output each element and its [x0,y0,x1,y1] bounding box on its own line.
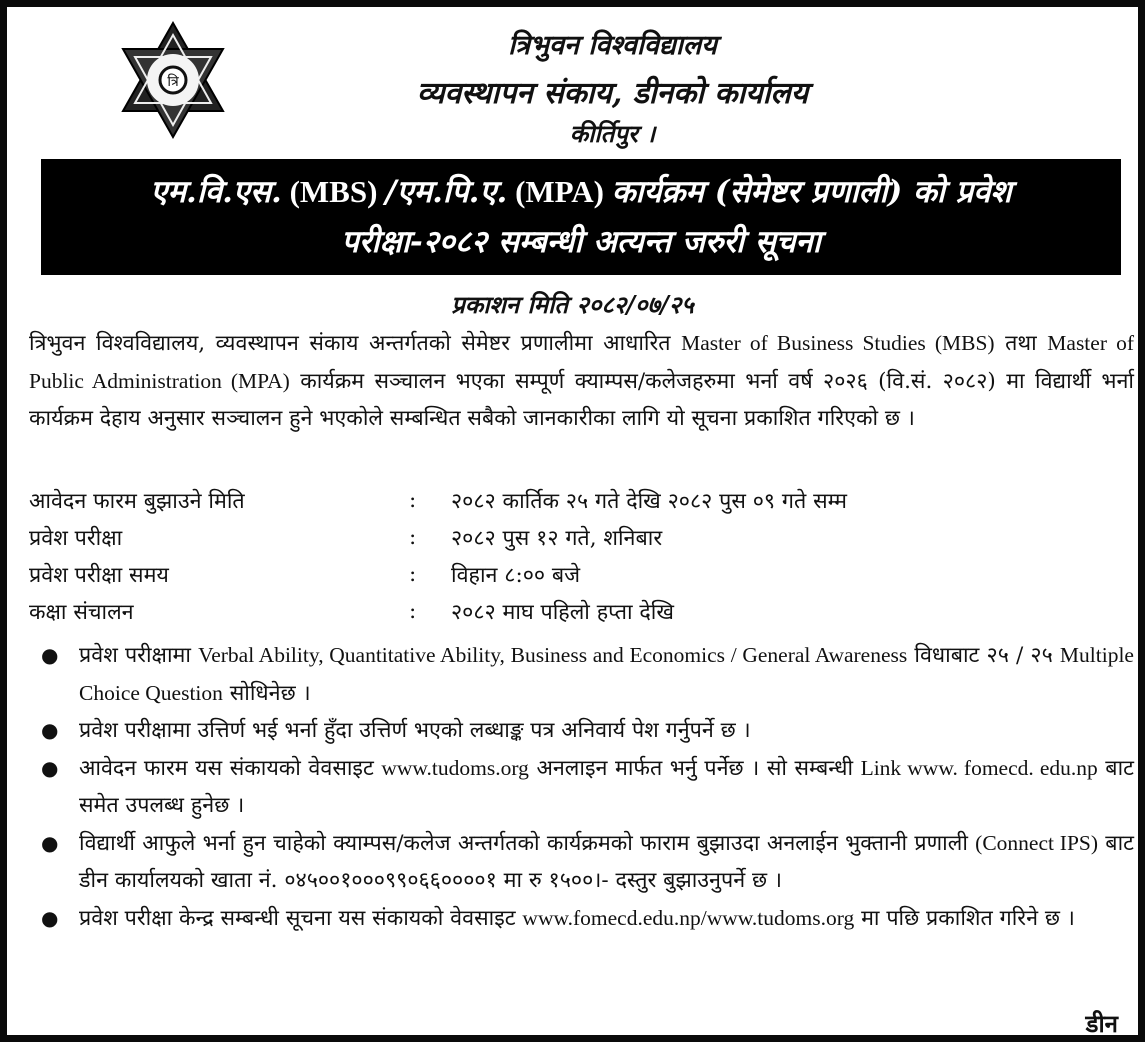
schedule-label: आवेदन फारम बुझाउने मिति [29,489,245,514]
schedule-label: कक्षा संचालन [29,600,134,625]
banner-mbs-np: एम.वि.एस. [150,174,282,210]
schedule-table [29,482,1129,630]
schedule-value: विहान ८:०० बजे [451,563,581,588]
text: विधाबाट २५ / २५ [907,643,1060,668]
fomecd-link: Link www. fomecd. edu.np [860,755,1098,780]
bullet-text [79,900,1134,938]
schedule-colon: : [409,488,417,513]
banner-program-text: कार्यक्रम (सेमेष्टर प्रणाली) को प्रवेश [611,174,1012,210]
schedule-colon: : [409,525,417,550]
list-item [29,712,1134,750]
connect-ips-text: (Connect IPS) [975,830,1099,855]
tudoms-link: www.tudoms.org [381,755,529,780]
banner-mbs-en: (MBS) [281,174,386,209]
university-name: त्रिभुवन विश्वविद्यालय [508,30,717,61]
schedule-colon: : [409,599,417,624]
schedule-row [29,482,1129,519]
intro-text: त्रिभुवन विश्वविद्यालय, व्यवस्थापन संकाय अन्तर्गतको सेमेष्टर प्रणालीमा आधारित [29,331,682,356]
notice-title-banner [41,159,1121,275]
office-name: व्यवस्थापन संकाय, डीनको कार्यालय [416,76,809,111]
schedule-value: २०८२ माघ पहिलो हप्ता देखि [451,600,674,625]
bullet-icon: ● [41,905,59,930]
schedule-row [29,593,1129,630]
schedule-label: प्रवेश परीक्षा [29,526,123,551]
bullet-icon: ● [41,830,59,855]
intro-paragraph [29,325,1134,438]
schedule-value: २०८२ पुस १२ गते, शनिबार [451,526,663,551]
bullet-icon: ● [41,643,59,667]
schedule-value: २०८२ कार्तिक २५ गते देखि २०८२ पुस ०९ गते सम्म [451,489,847,514]
svg-text:त्रि: त्रि [167,74,179,90]
text: प्रवेश परीक्षा केन्द्र सम्बन्धी सूचना यस संकायको वेवसाइट [79,905,523,931]
intro-text: कार्यक्रम सञ्चालन भएका सम्पूर्ण क्याम्पस/कलेजहरुमा भर्ना वर्ष २०२६ (वि.सं. २०८२) मा विद्यार्थी भर्ना कार्यक्रम देहाय अनुसार सञ्चालन हुने भएकोले सम्बन्धित सबैको जानकारीका लागि यो सूचना प्रकाशित गरिएको छ । [29,368,1134,431]
banner-mpa-en: (MPA) [507,174,612,209]
signature-dean: डीन [1085,1009,1118,1038]
text: प्रवेश परीक्षामा [79,643,199,668]
schedule-row [29,556,1129,593]
schedule-row [29,519,1129,556]
bullet-icon: ● [41,718,59,742]
list-item [29,750,1134,825]
bullet-text [79,825,1134,900]
text: मा पछि प्रकाशित गरिने छ । [854,905,1075,931]
publication-date: प्रकाशन मिति २०८२/०७/२५ [451,290,694,319]
text: अनलाइन मार्फत भर्नु पर्नेछ । सो सम्बन्धी [528,755,861,781]
banner-mpa-np: /एम.पि.ए. [385,174,508,210]
instructions-list [29,637,1134,937]
schedule-colon: : [409,562,417,587]
banner-line-1 [41,167,1121,217]
list-item [29,825,1134,900]
text: सोधिनेछ । [222,680,311,706]
intro-text: तथा [994,331,1048,356]
list-item [29,637,1134,712]
office-location: कीर्तिपुर । [569,119,656,148]
bullet-text: प्रवेश परीक्षामा उत्तिर्ण भई भर्ना हुँदा उत्तिर्ण भएको लब्धाङ्क पत्र अनिवार्य पेश गर्नुपर्ने छ । [79,718,751,743]
websites-link: www.fomecd.edu.np/www.tudoms.org [522,905,855,930]
text: आवेदन फारम यस संकायको वेवसाइट [79,755,382,781]
bullet-icon: ● [41,755,59,780]
text: विद्यार्थी आफुले भर्ना हुन चाहेको क्याम्पस/कलेज अन्तर्गतको कार्यक्रमको फाराम बुझाउदा अनलाईन भुक्तानी प्रणाली [79,830,976,856]
intro-mbs: Master of Business Studies (MBS) [681,331,995,355]
intro-mpa: Master of Public Administration (MPA) [29,331,1134,393]
bullet-text [79,750,1134,825]
mcq-text: Multiple Choice Question [79,643,1134,705]
text: बाट डीन कार्यालयको खाता नं. ०४५००१०००९९०६६००००१ मा रु १५००।- दस्तुर बुझाउनुपर्ने छ । [79,830,1134,893]
schedule-label: प्रवेश परीक्षा समय [29,563,169,588]
banner-line-2: परीक्षा-२०८२ सम्बन्धी अत्यन्त जरुरी सूचना [341,224,821,260]
bullet-text [79,637,1134,712]
list-item [29,900,1134,938]
subjects-text: Verbal Ability, Quantitative Ability, Business and Economics / General Awareness [198,643,908,667]
text: बाट समेत उपलब्ध हुनेछ । [79,755,1134,818]
